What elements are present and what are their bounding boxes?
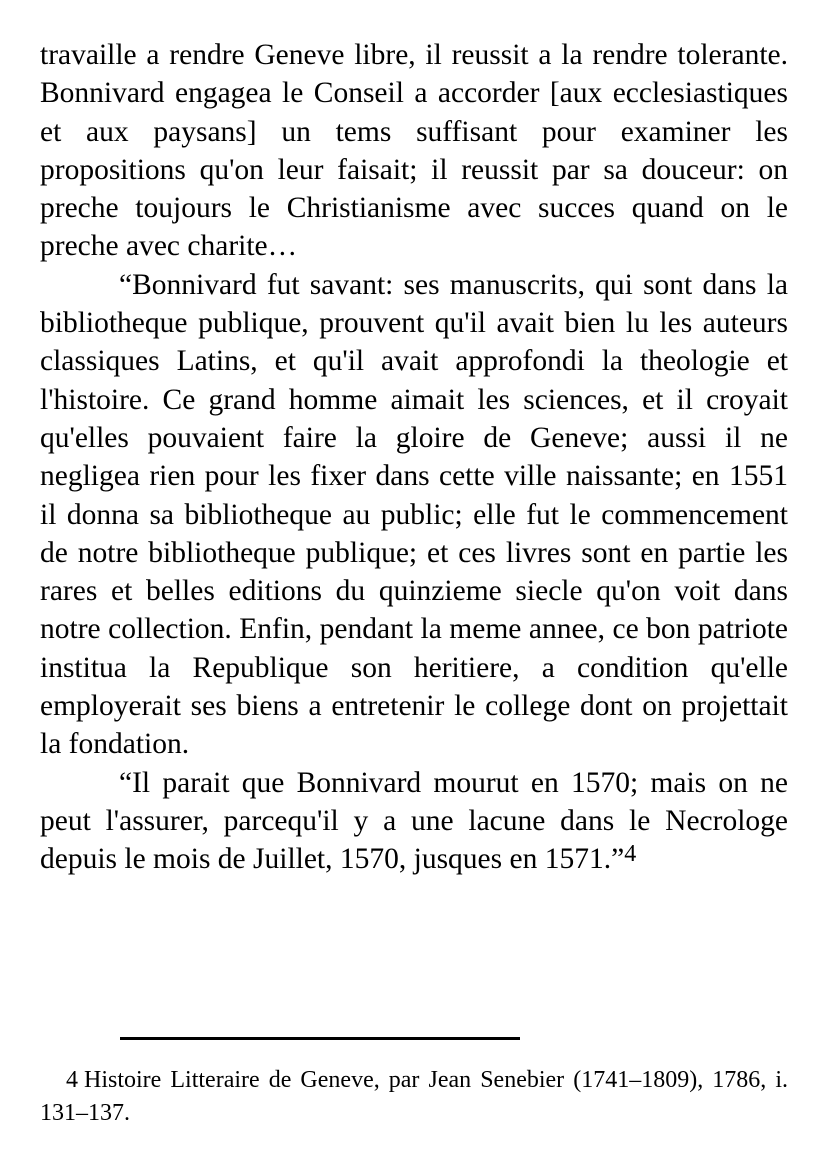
paragraph-continuation xyxy=(40,36,788,266)
paragraph-2-text: “Bonnivard fut savant: ses manuscrits, qui sont dans la bibliotheque publique, prouvent qu'il avait bien lu les auteurs classiques Latins, et qu'il avait approfondi la theologie et l'histoire. Ce grand homme aimait les sciences, et il croyait qu'elles pouvaient faire la gloire de Geneve; aussi il ne negligea rien pour les fixer dans cette ville naissante; en 1551 il donna sa bibliotheque au public; elle fut le commencement de notre bibliotheque publique; et ces livres sont en partie les rares et belles editions du quinzieme siecle qu'on voit dans notre collection. Enfin, pendant la meme annee, ce bon patriote institua la Republique son heritiere, a condition qu'elle employerait ses biens a entretenir le college dont on projettait la fondation. xyxy=(40,268,788,761)
paragraph-mort xyxy=(40,764,788,879)
page-body xyxy=(40,36,788,879)
paragraph-savant xyxy=(40,266,788,764)
footnote-reference[interactable]: 4 xyxy=(624,841,637,868)
paragraph-3-text: “Il parait que Bonnivard mourut en 1570; mais on ne peut l'assurer, parcequ'il y a une lacune dans le Necrologe depuis le mois de Juillet, 1570, jusques en 1571.” xyxy=(40,766,788,876)
footnote-divider xyxy=(120,1037,520,1040)
footnote xyxy=(40,1064,788,1130)
footnote-number: 4 xyxy=(66,1067,78,1093)
paragraph-1-text: travaille a rendre Geneve libre, il reussit a la rendre tolerante. Bonnivard engagea le Conseil a accorder [aux ecclesiastiques et aux paysans] un tems suffisant pour examiner les propositions qu'on leur faisait; il reussit par sa douceur: on preche toujours le Christianisme avec succes quand on le preche avec charite… xyxy=(40,39,788,263)
footnote-text: Histoire Litteraire de Geneve, par Jean Senebier (1741–1809), 1786, i. 131–137. xyxy=(40,1067,788,1126)
